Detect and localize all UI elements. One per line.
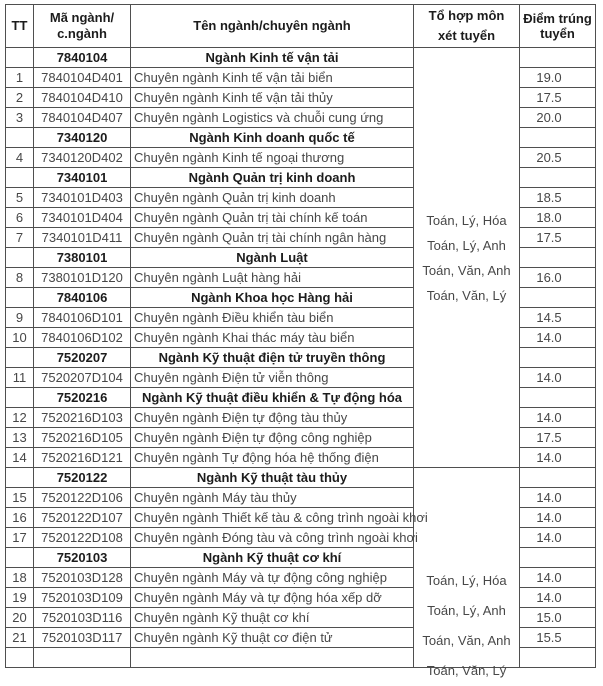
name-cell: Chuyên ngành Luật hàng hải [131, 268, 414, 288]
header-score-line2: tuyển [540, 26, 575, 41]
code-cell: 7340120D402 [34, 148, 131, 168]
name-cell: Chuyên ngành Kinh tế vận tải biển [131, 68, 414, 88]
tt-cell: 6 [6, 208, 34, 228]
score-cell: 14.5 [520, 308, 596, 328]
code-cell: 7520122D108 [34, 528, 131, 548]
tt-cell: 16 [6, 508, 34, 528]
group-row [6, 468, 596, 488]
tt-cell: 17 [6, 528, 34, 548]
name-cell: Chuyên ngành Quản trị tài chính kế toán [131, 208, 414, 228]
tt-cell [6, 548, 34, 568]
name-cell: Chuyên ngành Logistics và chuỗi cung ứng [131, 108, 414, 128]
tt-cell [6, 168, 34, 188]
tt-cell: 18 [6, 568, 34, 588]
tt-cell: 10 [6, 328, 34, 348]
name-cell: Chuyên ngành Khai thác máy tàu biển [131, 328, 414, 348]
score-cell: 14.0 [520, 488, 596, 508]
tt-cell: 8 [6, 268, 34, 288]
name-cell: Chuyên ngành Máy và tự động công nghiệp [131, 568, 414, 588]
name-cell: Ngành Kinh doanh quốc tế [131, 128, 414, 148]
combo-line: Toán, Lý, Hóa [426, 212, 507, 228]
name-cell: Chuyên ngành Kinh tế vận tải thủy [131, 88, 414, 108]
tt-cell [6, 348, 34, 368]
header-combo [414, 5, 520, 48]
name-cell: Chuyên ngành Quản trị kinh doanh [131, 188, 414, 208]
code-cell: 7840104D410 [34, 88, 131, 108]
tt-cell [6, 288, 34, 308]
combo-lines [414, 566, 519, 686]
score-cell [520, 548, 596, 568]
score-cell: 18.5 [520, 188, 596, 208]
table-body [6, 48, 596, 678]
name-cell: Chuyên ngành Kỹ thuật cơ khí [131, 608, 414, 628]
code-cell [34, 648, 131, 668]
code-cell: 7340101 [34, 168, 131, 188]
score-cell [520, 168, 596, 188]
header-combo-line2: xét tuyển [437, 28, 496, 43]
code-cell: 7520207 [34, 348, 131, 368]
name-cell: Ngành Kỹ thuật điện tử truyền thông [131, 348, 414, 368]
header-code [34, 5, 131, 48]
name-cell: Chuyên ngành Điện tử viễn thông [131, 368, 414, 388]
code-cell: 7520207D104 [34, 368, 131, 388]
tt-cell: 12 [6, 408, 34, 428]
name-cell: Ngành Luật [131, 248, 414, 268]
tt-cell: 11 [6, 368, 34, 388]
tt-cell: 4 [6, 148, 34, 168]
admission-scores-table [5, 4, 596, 678]
code-cell: 7520103D128 [34, 568, 131, 588]
code-cell: 7340101D404 [34, 208, 131, 228]
code-cell: 7340101D403 [34, 188, 131, 208]
code-cell: 7520103 [34, 548, 131, 568]
table-header [6, 5, 596, 48]
score-cell: 14.0 [520, 448, 596, 468]
code-cell: 7520216 [34, 388, 131, 408]
combo-cell [414, 48, 520, 468]
header-name: Tên ngành/chuyên ngành [131, 5, 414, 48]
score-cell [520, 248, 596, 268]
name-cell: Ngành Khoa học Hàng hải [131, 288, 414, 308]
tt-cell [6, 388, 34, 408]
score-cell: 14.0 [520, 508, 596, 528]
tt-cell: 21 [6, 628, 34, 648]
tt-cell [6, 128, 34, 148]
score-cell [520, 388, 596, 408]
code-cell: 7380101D120 [34, 268, 131, 288]
name-cell: Ngành Kỹ thuật cơ khí [131, 548, 414, 568]
name-cell: Chuyên ngành Kỹ thuật cơ điện tử [131, 628, 414, 648]
tt-cell [6, 48, 34, 68]
combo-line: Toán, Văn, Lý [426, 663, 507, 678]
score-cell: 16.0 [520, 268, 596, 288]
code-cell: 7520216D103 [34, 408, 131, 428]
score-cell: 14.0 [520, 588, 596, 608]
header-tt: TT [6, 5, 34, 48]
name-cell: Chuyên ngành Điện tự động tàu thủy [131, 408, 414, 428]
header-row [6, 5, 596, 48]
combo-line: Toán, Lý, Anh [427, 237, 506, 253]
group-row [6, 48, 596, 68]
tt-cell: 3 [6, 108, 34, 128]
code-cell: 7520216D121 [34, 448, 131, 468]
tt-cell: 20 [6, 608, 34, 628]
score-cell [520, 128, 596, 148]
header-score-line1: Điểm trúng [523, 11, 592, 26]
tt-cell [6, 468, 34, 488]
score-cell: 15.0 [520, 608, 596, 628]
code-cell: 7520122D107 [34, 508, 131, 528]
name-cell: Chuyên ngành Đóng tàu và công trình ngoài khơi [131, 528, 414, 548]
code-cell: 7520103D117 [34, 628, 131, 648]
tt-cell: 15 [6, 488, 34, 508]
score-cell: 14.0 [520, 568, 596, 588]
combo-cell [414, 468, 520, 678]
combo-line: Toán, Văn, Lý [426, 287, 507, 303]
tt-cell: 14 [6, 448, 34, 468]
score-cell: 19.0 [520, 68, 596, 88]
score-cell [520, 648, 596, 668]
code-cell: 7340120 [34, 128, 131, 148]
tt-cell: 5 [6, 188, 34, 208]
tt-cell: 2 [6, 88, 34, 108]
name-cell: Chuyên ngành Máy tàu thủy [131, 488, 414, 508]
score-cell: 17.5 [520, 428, 596, 448]
header-code-line1: Mã ngành/ [49, 9, 115, 25]
score-cell: 14.0 [520, 368, 596, 388]
name-cell: Ngành Kỹ thuật điều khiển & Tự động hóa [131, 388, 414, 408]
score-cell: 14.0 [520, 528, 596, 548]
code-cell: 7520122D106 [34, 488, 131, 508]
header-combo-line1: Tổ hợp môn [428, 8, 505, 23]
name-cell: Chuyên ngành Thiết kế tàu & công trình ngoài khơi [131, 508, 414, 528]
name-cell: Chuyên ngành Điều khiển tàu biển [131, 308, 414, 328]
code-cell: 7520103D109 [34, 588, 131, 608]
header-score [520, 5, 596, 48]
header-code-line2: c.ngành [57, 26, 107, 41]
tt-cell: 19 [6, 588, 34, 608]
score-cell: 20.0 [520, 108, 596, 128]
name-cell: Chuyên ngành Tự động hóa hệ thống điện [131, 448, 414, 468]
score-cell [520, 48, 596, 68]
name-cell [131, 648, 414, 668]
score-cell: 17.5 [520, 228, 596, 248]
score-cell: 14.0 [520, 328, 596, 348]
name-cell: Ngành Kỹ thuật tàu thủy [131, 468, 414, 488]
tt-cell [6, 648, 34, 668]
score-cell [520, 348, 596, 368]
code-cell: 7340101D411 [34, 228, 131, 248]
combo-line: Toán, Lý, Hóa [426, 573, 507, 588]
combo-lines [414, 208, 519, 308]
code-cell: 7520122 [34, 468, 131, 488]
score-cell: 18.0 [520, 208, 596, 228]
score-cell: 15.5 [520, 628, 596, 648]
name-cell: Chuyên ngành Quản trị tài chính ngân hàng [131, 228, 414, 248]
name-cell: Ngành Kinh tế vận tải [131, 48, 414, 68]
code-cell: 7380101 [34, 248, 131, 268]
code-cell: 7840106 [34, 288, 131, 308]
combo-line: Toán, Văn, Anh [422, 633, 511, 648]
score-cell: 14.0 [520, 408, 596, 428]
code-cell: 7840106D101 [34, 308, 131, 328]
name-cell: Ngành Quản trị kinh doanh [131, 168, 414, 188]
code-cell: 7840104 [34, 48, 131, 68]
score-cell: 17.5 [520, 88, 596, 108]
combo-line: Toán, Lý, Anh [427, 603, 506, 618]
tt-cell: 13 [6, 428, 34, 448]
score-cell [520, 288, 596, 308]
code-cell: 7520103D116 [34, 608, 131, 628]
code-cell: 7840106D102 [34, 328, 131, 348]
score-cell [520, 468, 596, 488]
score-cell: 20.5 [520, 148, 596, 168]
code-cell: 7520216D105 [34, 428, 131, 448]
tt-cell [6, 248, 34, 268]
combo-line: Toán, Văn, Anh [422, 262, 511, 278]
name-cell: Chuyên ngành Điện tự động công nghiệp [131, 428, 414, 448]
tt-cell: 9 [6, 308, 34, 328]
code-cell: 7840104D407 [34, 108, 131, 128]
name-cell: Chuyên ngành Kinh tế ngoại thương [131, 148, 414, 168]
tt-cell: 1 [6, 68, 34, 88]
code-cell: 7840104D401 [34, 68, 131, 88]
name-cell: Chuyên ngành Máy và tự động hóa xếp dỡ [131, 588, 414, 608]
tt-cell: 7 [6, 228, 34, 248]
